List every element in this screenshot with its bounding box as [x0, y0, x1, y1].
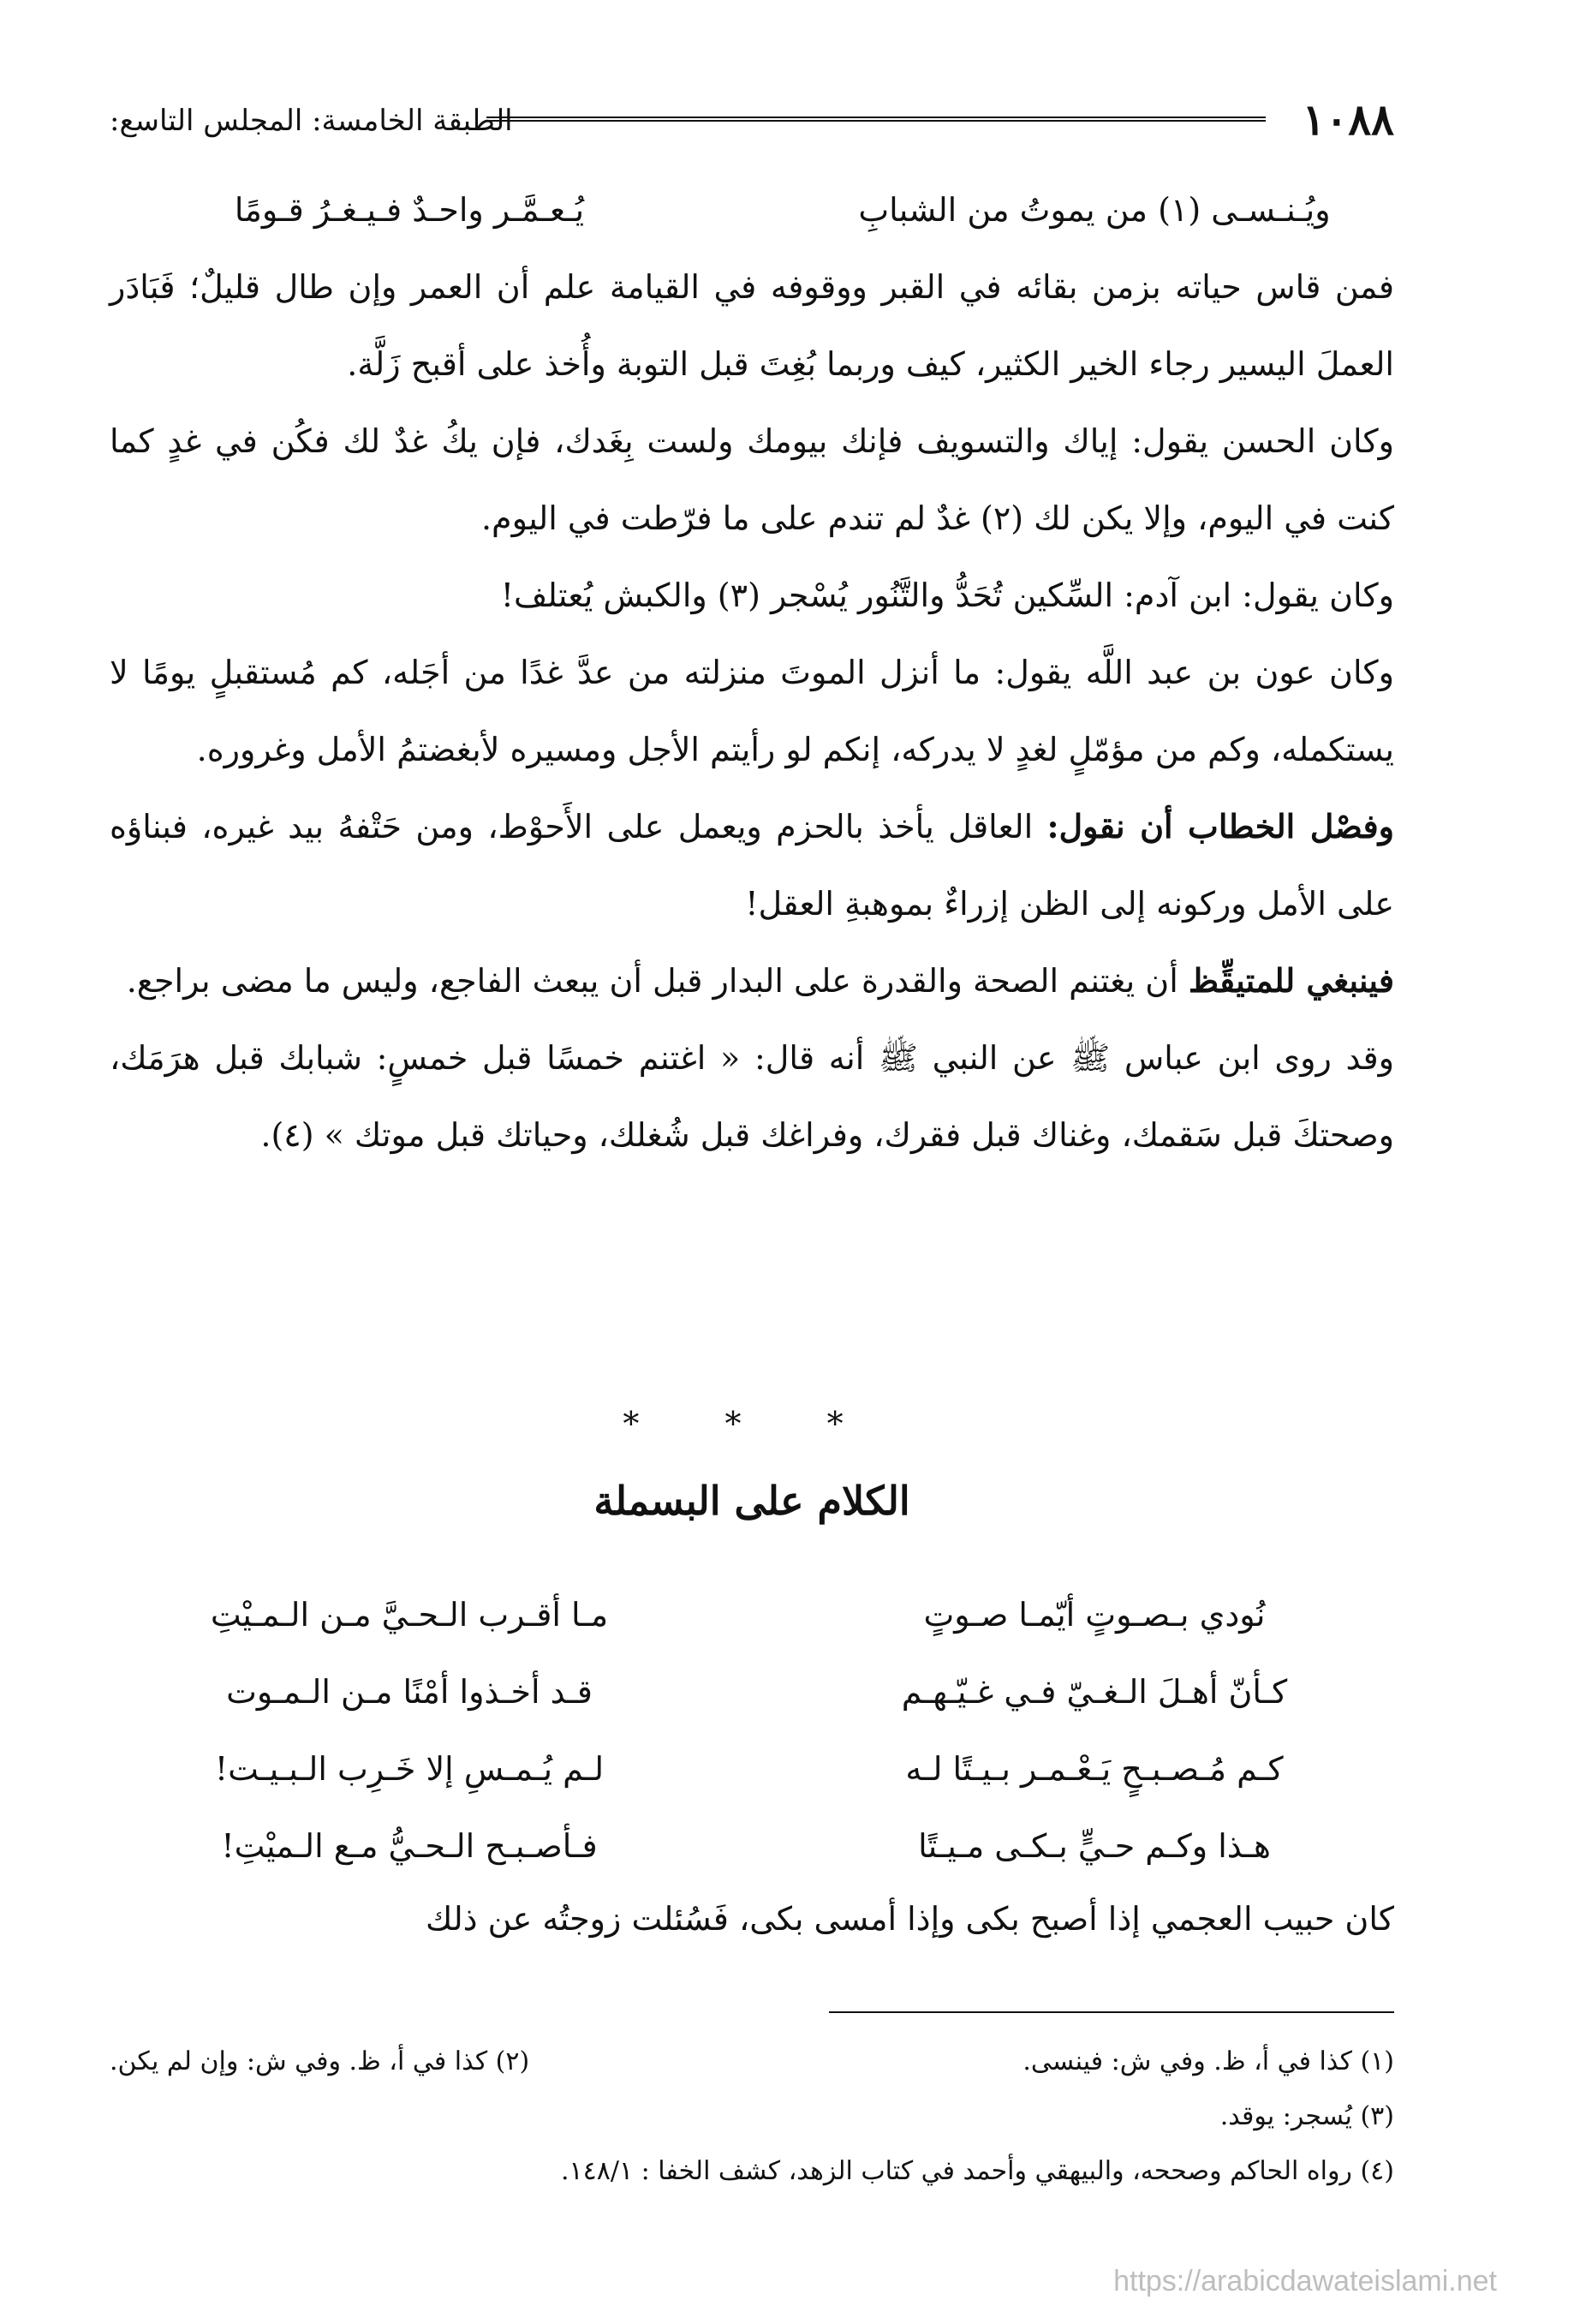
- section-separator: * * *: [623, 1405, 881, 1443]
- verse-left-hemistich: يُـعـمَّـر واحـدٌ فـيـغـرُ قـومًا: [234, 191, 585, 229]
- poem-right-hemistich: نُودي بـصـوتٍ أيّمـا صـوتٍ: [923, 1596, 1266, 1634]
- poem-right-hemistich: كـم مُـصـبـحٍ يَـعْـمـر بـيـتًا لـه: [905, 1750, 1284, 1788]
- paragraph-6-lead: فينبغي للمتيقِّظ: [1188, 961, 1394, 1000]
- verse-top: [110, 171, 1394, 248]
- section-title: الكلام على البسملة: [593, 1478, 910, 1524]
- footnote-2: (٢) كذا في أ، ظ. وفي ش: وإن لم يكن.: [110, 2046, 530, 2076]
- paragraph-5-lead: وفصْل الخطاب أن نقول:: [1046, 807, 1394, 845]
- paragraph-4: وكان عون بن عبد اللَّه يقول: ما أنزل الموتَ منزلته من عدَّ غدًا من أجَله، كم مُستقبلٍ يومًا لا يستكمله، وكم من مؤمّلٍ لغدٍ لا يدركه، إنكم لو رأيتم الأجل ومسيره لأبغضتمُ الأمل وغروره.: [110, 654, 1394, 768]
- running-title: الطبقة الخامسة: المجلس التاسع:: [110, 104, 513, 138]
- paragraph-5: [110, 788, 1394, 942]
- footnote-4: (٤) رواه الحاكم وصححه، والبيهقي وأحمد في كتاب الزهد، كشف الخفا : ١٤٨/١.: [560, 2156, 1394, 2186]
- footnotes: [110, 2034, 1394, 2199]
- main-text: [110, 171, 1394, 1174]
- watermark-url: https://arabicdawateislami.net: [1113, 2265, 1497, 2297]
- footnote-3: (٣) يُسجر: يوقد.: [1219, 2101, 1394, 2131]
- paragraph-1: فمن قاس حياته بزمن بقائه في القبر ووقوفه في القيامة علم أن العمر وإن طال قليلٌ؛ فَبَادَر العملَ اليسير رجاء الخير الكثير، كيف وربما بُغِتَ قبل التوبة وأُخذ على أقبح زَلَّة.: [110, 268, 1394, 383]
- poem-left-hemistich: مـا أقـرب الـحـيَّ مـن الـمـيْتِ: [210, 1596, 609, 1634]
- paragraph-after-poem: كان حبيب العجمي إذا أصبح بكى وإذا أمسى بكى، فَسُئلت زوجتُه عن ذلك: [426, 1900, 1394, 1938]
- poem-line: [110, 1807, 1394, 1885]
- poem-left-hemistich: قـد أخـذوا أمْنًا مـن الـمـوت: [226, 1673, 593, 1711]
- poem-line: [110, 1730, 1394, 1807]
- paragraph-6-text: أن يغتنم الصحة والقدرة على البدار قبل أن يبعث الفاجع، وليس ما مضى براجع.: [126, 962, 1189, 1000]
- poem-line: [110, 1576, 1394, 1653]
- poem-right-hemistich: هـذا وكـم حـيٍّ بـكـى مـيـتًا: [918, 1827, 1271, 1865]
- header-rule: [486, 116, 1266, 122]
- poem-right-hemistich: كـأنّ أهـلَ الـغـيّ فـي غـيّـهـم: [901, 1673, 1288, 1711]
- paragraph-2: وكان الحسن يقول: إياك والتسويف فإنك بيومك ولست بِغَدك، فإن يكُ غدٌ لك فكُن في غدٍ كما كنت في اليوم، وإلا يكن لك (٢) غدٌ لم تندم على ما فرّطت في اليوم.: [110, 422, 1394, 537]
- poem: [110, 1576, 1394, 1885]
- verse-right-hemistich: ويُـنـسـى (١) من يموتُ من الشبابِ: [858, 191, 1331, 229]
- poem-left-hemistich: لـم يُـمـسِ إلا خَـرِب الـبـيـت!: [214, 1750, 605, 1788]
- footnote-rule: [829, 2011, 1394, 2013]
- poem-left-hemistich: فـأصـبـح الـحـيُّ مـع الـميْتِ!: [221, 1827, 598, 1865]
- paragraph-7: وقد روى ابن عباس ﷺ عن النبي ﷺ أنه قال: « اغتنم خمسًا قبل خمسٍ: شبابك قبل هرَمَك، وصحتكَ قبل سَقمك، وغناك قبل فقرك، وفراغك قبل شُغلك، وحياتك قبل موتك » (٤).: [110, 1039, 1395, 1154]
- footnote-row: [110, 2034, 1394, 2089]
- paragraph-5-text: العاقل يأخذ بالحزم ويعمل على الأَحوْط، ومن حَتْفهُ بيد غيره، فبناؤه على الأمل وركونه إلى الظن إزراءٌ بموهبةِ العقل!: [110, 808, 1394, 923]
- footnote-1: (١) كذا في أ، ظ. وفي ش: فينسى.: [1023, 2046, 1394, 2076]
- paragraph-6: [110, 942, 1394, 1019]
- poem-line: [110, 1653, 1394, 1730]
- page-number: ١٠٨٨: [1302, 94, 1394, 145]
- paragraph-3: وكان يقول: ابن آدم: السِّكين تُحَدُّ والتَّنُور يُسْجر (٣) والكبش يُعتلف!: [500, 577, 1394, 614]
- page-header: [110, 94, 1394, 146]
